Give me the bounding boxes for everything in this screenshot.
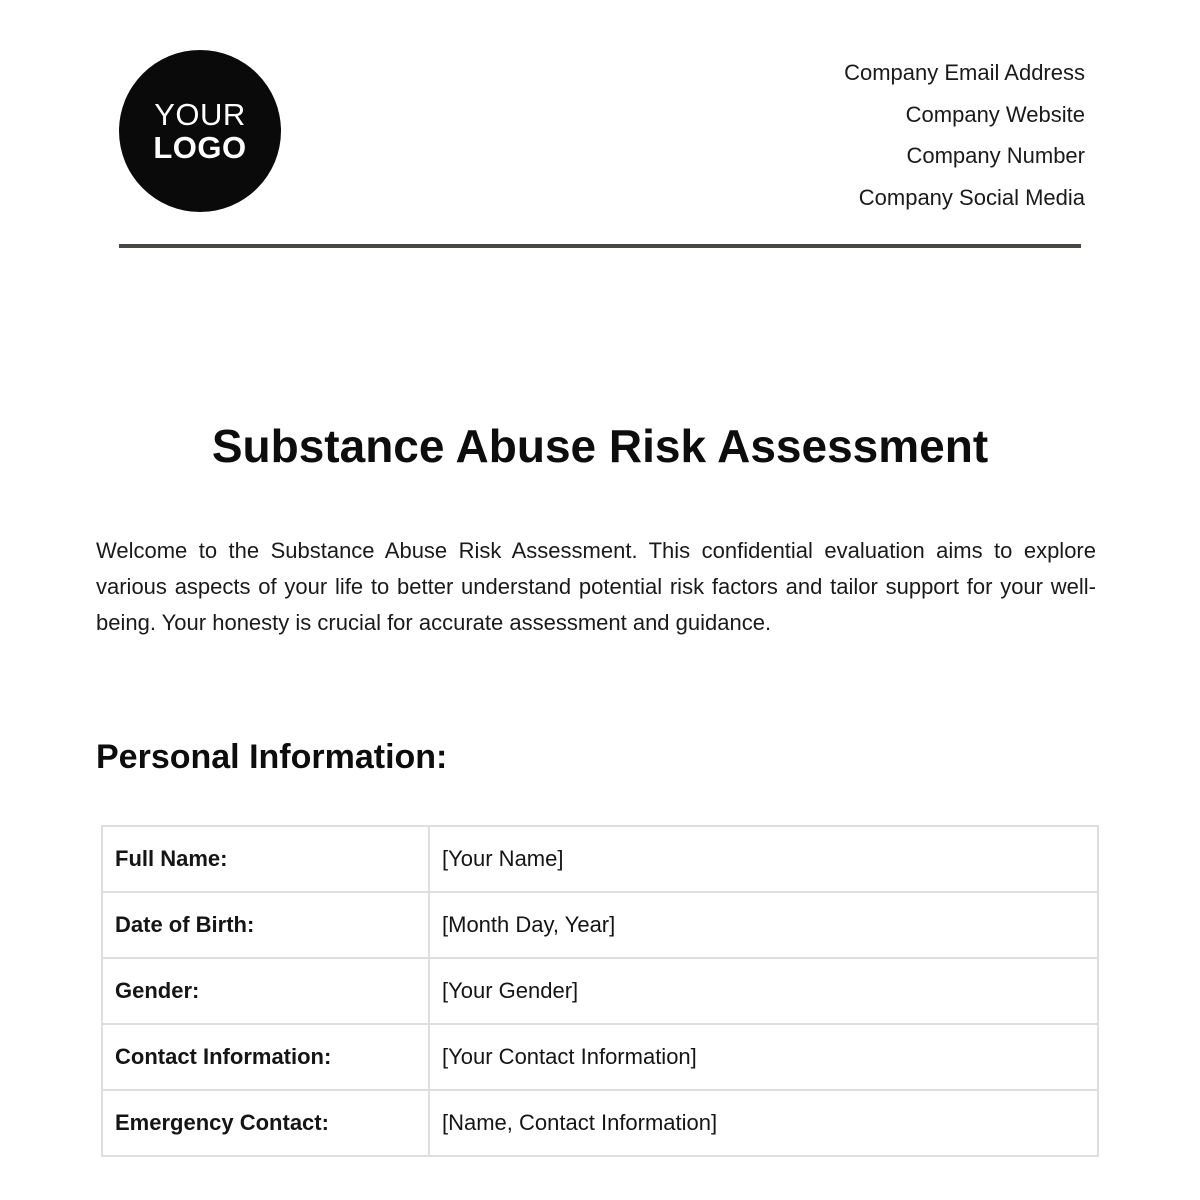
table-row [102,892,1098,958]
row-value: [Month Day, Year] [429,892,1098,958]
personal-information-heading: Personal Information: [96,738,448,776]
document-title: Substance Abuse Risk Assessment [211,420,989,472]
company-email: Company Email Address [844,60,1085,85]
row-label: Gender: [102,958,429,1024]
row-value: [Your Contact Information] [429,1024,1098,1090]
table-row [102,1090,1098,1156]
row-label: Contact Information: [102,1024,429,1090]
table-row [102,958,1098,1024]
logo-text-your: YOUR [154,97,246,132]
personal-information-table [101,825,1099,1157]
intro-paragraph: Welcome to the Substance Abuse Risk Assessment. This confidential evaluation aims to explore various aspects of your life to better understand potential risk factors and tailor support for your well-being. Your honesty is crucial for accurate assessment and guidance. [96,538,1096,635]
header-divider [119,244,1081,248]
logo-text-logo: LOGO [153,130,247,165]
table-row [102,1024,1098,1090]
row-value: [Your Name] [429,826,1098,892]
row-value: [Your Gender] [429,958,1098,1024]
company-logo [119,50,281,212]
company-contact-block [844,52,1085,218]
row-label: Date of Birth: [102,892,429,958]
company-website: Company Website [905,101,1085,127]
row-value: [Name, Contact Information] [429,1090,1098,1156]
company-social-media: Company Social Media [858,184,1085,210]
company-number: Company Number [906,143,1085,168]
table-row [102,826,1098,892]
row-label: Emergency Contact: [102,1090,429,1156]
row-label: Full Name: [102,826,429,892]
